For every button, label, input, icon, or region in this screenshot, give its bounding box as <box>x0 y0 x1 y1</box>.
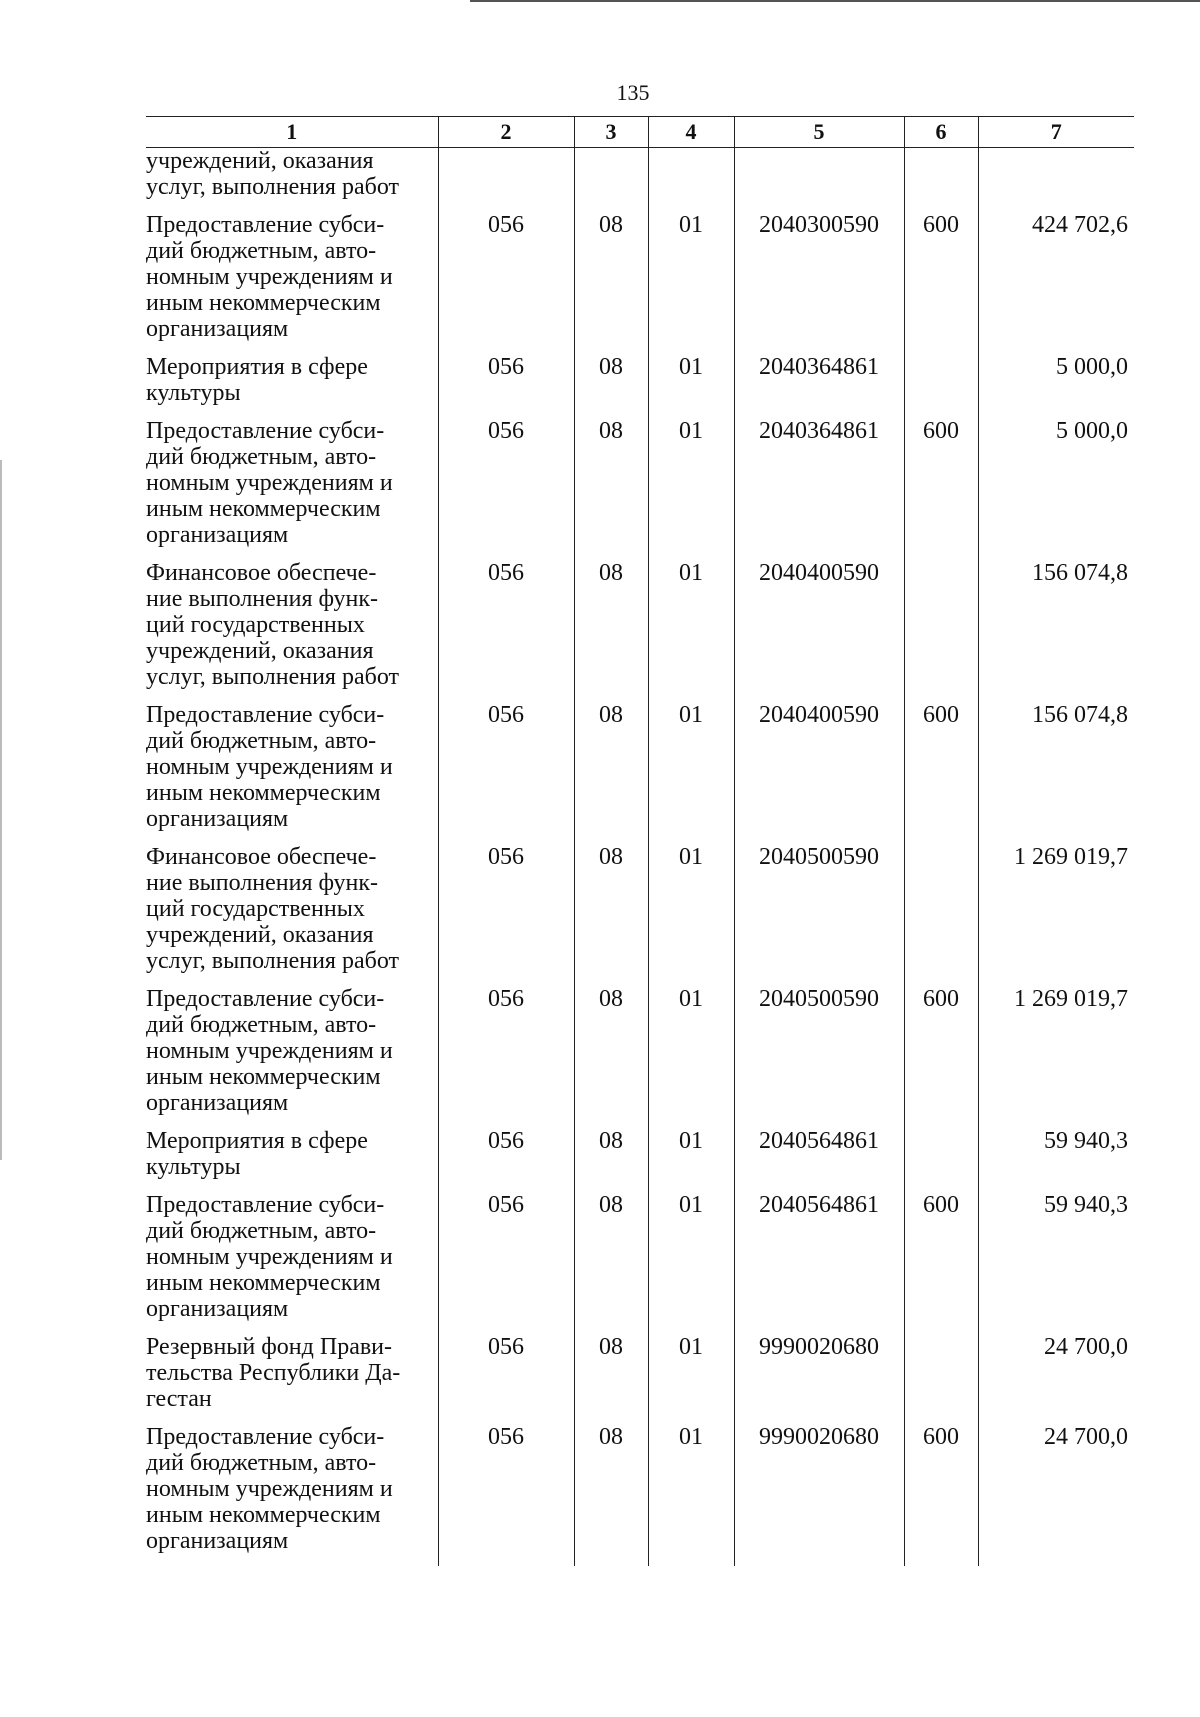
row-name <box>146 148 438 213</box>
row-subsection: 01 <box>648 1334 734 1424</box>
row-subsection: 01 <box>648 1424 734 1566</box>
row-code: 056 <box>438 1424 574 1566</box>
row-name-line: тельства Республики Да- <box>146 1360 401 1386</box>
row-name-line: дий бюджетным, авто- <box>146 728 377 754</box>
row-name <box>146 702 438 844</box>
row-target-code: 2040364861 <box>734 418 904 560</box>
row-name-line: ние выполнения функ- <box>146 586 378 612</box>
table-row <box>146 1424 1134 1566</box>
row-subsection: 01 <box>648 702 734 844</box>
column-header-5: 5 <box>734 117 904 148</box>
row-code: 056 <box>438 986 574 1128</box>
row-target-code: 2040400590 <box>734 560 904 702</box>
row-target-code <box>734 148 904 213</box>
row-amount: 156 074,8 <box>978 560 1134 702</box>
row-section: 08 <box>574 844 648 986</box>
row-name-line: учреждений, оказания <box>146 638 374 664</box>
row-subsection: 01 <box>648 844 734 986</box>
row-section: 08 <box>574 212 648 354</box>
row-code: 056 <box>438 560 574 702</box>
row-name-line: Мероприятия в сфере <box>146 1128 368 1154</box>
row-name-line: Предоставление субси- <box>146 702 385 728</box>
row-name <box>146 354 438 418</box>
row-name-line: иным некоммерческим <box>146 1270 381 1296</box>
row-expense-type <box>904 354 978 418</box>
row-expense-type <box>904 844 978 986</box>
row-name-line: иным некоммерческим <box>146 1502 381 1528</box>
row-subsection: 01 <box>648 1192 734 1334</box>
row-name-line: Предоставление субси- <box>146 1424 385 1450</box>
row-expense-type: 600 <box>904 986 978 1128</box>
row-target-code: 2040500590 <box>734 986 904 1128</box>
row-name-line: организациям <box>146 1296 289 1322</box>
scan-edge-left <box>0 460 2 1160</box>
row-name-line: иным некоммерческим <box>146 290 381 316</box>
row-name-line: гестан <box>146 1386 212 1412</box>
row-name-line: учреждений, оказания <box>146 148 374 174</box>
row-subsection: 01 <box>648 1128 734 1192</box>
row-name-line: иным некоммерческим <box>146 496 381 522</box>
row-amount <box>978 148 1134 213</box>
row-subsection: 01 <box>648 354 734 418</box>
row-target-code: 9990020680 <box>734 1424 904 1566</box>
row-name <box>146 986 438 1128</box>
row-section: 08 <box>574 702 648 844</box>
row-name-line: иным некоммерческим <box>146 780 381 806</box>
row-amount: 156 074,8 <box>978 702 1134 844</box>
row-amount: 59 940,3 <box>978 1192 1134 1334</box>
row-expense-type <box>904 1128 978 1192</box>
row-name-line: услуг, выполнения работ <box>146 174 399 200</box>
row-amount: 24 700,0 <box>978 1424 1134 1566</box>
row-name-line: номным учреждениям и <box>146 470 393 496</box>
row-subsection <box>648 148 734 213</box>
row-name-line: учреждений, оказания <box>146 922 374 948</box>
table-row <box>146 702 1134 844</box>
row-name-line: дий бюджетным, авто- <box>146 1218 377 1244</box>
column-header-6: 6 <box>904 117 978 148</box>
row-code: 056 <box>438 1192 574 1334</box>
row-code: 056 <box>438 702 574 844</box>
row-subsection: 01 <box>648 418 734 560</box>
row-name-line: дий бюджетным, авто- <box>146 238 377 264</box>
row-name-line: ние выполнения функ- <box>146 870 378 896</box>
table-row <box>146 844 1134 986</box>
row-code: 056 <box>438 1128 574 1192</box>
row-name <box>146 1128 438 1192</box>
row-target-code: 2040364861 <box>734 354 904 418</box>
row-name-line: номным учреждениям и <box>146 1476 393 1502</box>
row-amount: 5 000,0 <box>978 354 1134 418</box>
row-section: 08 <box>574 1128 648 1192</box>
row-name-line: иным некоммерческим <box>146 1064 381 1090</box>
row-name-line: дий бюджетным, авто- <box>146 1012 377 1038</box>
column-header-2: 2 <box>438 117 574 148</box>
row-name-line: Резервный фонд Прави- <box>146 1334 393 1360</box>
row-name-line: Мероприятия в сфере <box>146 354 368 380</box>
table-row <box>146 986 1134 1128</box>
row-name <box>146 1334 438 1424</box>
row-expense-type <box>904 148 978 213</box>
row-section: 08 <box>574 1334 648 1424</box>
row-amount: 424 702,6 <box>978 212 1134 354</box>
row-code: 056 <box>438 844 574 986</box>
row-name <box>146 1192 438 1334</box>
budget-table <box>146 116 1134 1566</box>
row-target-code: 2040564861 <box>734 1192 904 1334</box>
row-expense-type: 600 <box>904 212 978 354</box>
row-name-line: услуг, выполнения работ <box>146 664 399 690</box>
row-amount: 59 940,3 <box>978 1128 1134 1192</box>
row-section: 08 <box>574 1424 648 1566</box>
row-expense-type <box>904 1334 978 1424</box>
table-row <box>146 1334 1134 1424</box>
row-name-line: номным учреждениям и <box>146 754 393 780</box>
row-name-line: культуры <box>146 380 241 406</box>
row-target-code: 2040500590 <box>734 844 904 986</box>
row-name-line: услуг, выполнения работ <box>146 948 399 974</box>
table-row <box>146 418 1134 560</box>
row-name-line: организациям <box>146 806 289 832</box>
row-target-code: 2040300590 <box>734 212 904 354</box>
row-name-line: организациям <box>146 1090 289 1116</box>
row-code: 056 <box>438 212 574 354</box>
scan-edge-top <box>470 0 1200 2</box>
row-amount: 1 269 019,7 <box>978 844 1134 986</box>
row-code: 056 <box>438 354 574 418</box>
row-expense-type: 600 <box>904 1192 978 1334</box>
row-target-code: 9990020680 <box>734 1334 904 1424</box>
row-code: 056 <box>438 418 574 560</box>
row-expense-type <box>904 560 978 702</box>
row-name-line: организациям <box>146 522 289 548</box>
row-name-line: организациям <box>146 1528 289 1554</box>
column-header-4: 4 <box>648 117 734 148</box>
row-section: 08 <box>574 986 648 1128</box>
table-row <box>146 1192 1134 1334</box>
row-section: 08 <box>574 354 648 418</box>
row-section: 08 <box>574 418 648 560</box>
row-code: 056 <box>438 1334 574 1424</box>
table-header-row <box>146 117 1134 148</box>
row-amount: 24 700,0 <box>978 1334 1134 1424</box>
row-amount: 5 000,0 <box>978 418 1134 560</box>
row-name <box>146 844 438 986</box>
column-header-1: 1 <box>146 117 438 148</box>
row-expense-type: 600 <box>904 702 978 844</box>
page-number: 135 <box>616 80 650 105</box>
row-name-line: ций государственных <box>146 612 365 638</box>
table-row <box>146 1128 1134 1192</box>
table-row <box>146 148 1134 213</box>
row-subsection: 01 <box>648 986 734 1128</box>
table-row <box>146 560 1134 702</box>
row-target-code: 2040564861 <box>734 1128 904 1192</box>
row-expense-type: 600 <box>904 1424 978 1566</box>
table-body <box>146 148 1134 1567</box>
column-header-7: 7 <box>978 117 1134 148</box>
row-section: 08 <box>574 1192 648 1334</box>
row-name <box>146 560 438 702</box>
row-name-line: Финансовое обеспече- <box>146 844 377 870</box>
row-target-code: 2040400590 <box>734 702 904 844</box>
row-name-line: Предоставление субси- <box>146 1192 385 1218</box>
row-name-line: ций государственных <box>146 896 365 922</box>
row-name-line: Предоставление субси- <box>146 212 385 238</box>
row-subsection: 01 <box>648 212 734 354</box>
row-name-line: Финансовое обеспече- <box>146 560 377 586</box>
row-name-line: номным учреждениям и <box>146 1244 393 1270</box>
row-name <box>146 212 438 354</box>
row-name-line: дий бюджетным, авто- <box>146 1450 377 1476</box>
table-row <box>146 212 1134 354</box>
row-name <box>146 1424 438 1566</box>
row-name-line: номным учреждениям и <box>146 1038 393 1064</box>
row-name-line: организациям <box>146 316 289 342</box>
table-row <box>146 354 1134 418</box>
row-code <box>438 148 574 213</box>
row-subsection: 01 <box>648 560 734 702</box>
column-header-3: 3 <box>574 117 648 148</box>
row-name-line: Предоставление субси- <box>146 418 385 444</box>
row-expense-type: 600 <box>904 418 978 560</box>
row-amount: 1 269 019,7 <box>978 986 1134 1128</box>
row-name-line: культуры <box>146 1154 241 1180</box>
row-name-line: дий бюджетным, авто- <box>146 444 377 470</box>
row-name-line: Предоставление субси- <box>146 986 385 1012</box>
row-name-line: номным учреждениям и <box>146 264 393 290</box>
row-section: 08 <box>574 560 648 702</box>
row-name <box>146 418 438 560</box>
row-section <box>574 148 648 213</box>
